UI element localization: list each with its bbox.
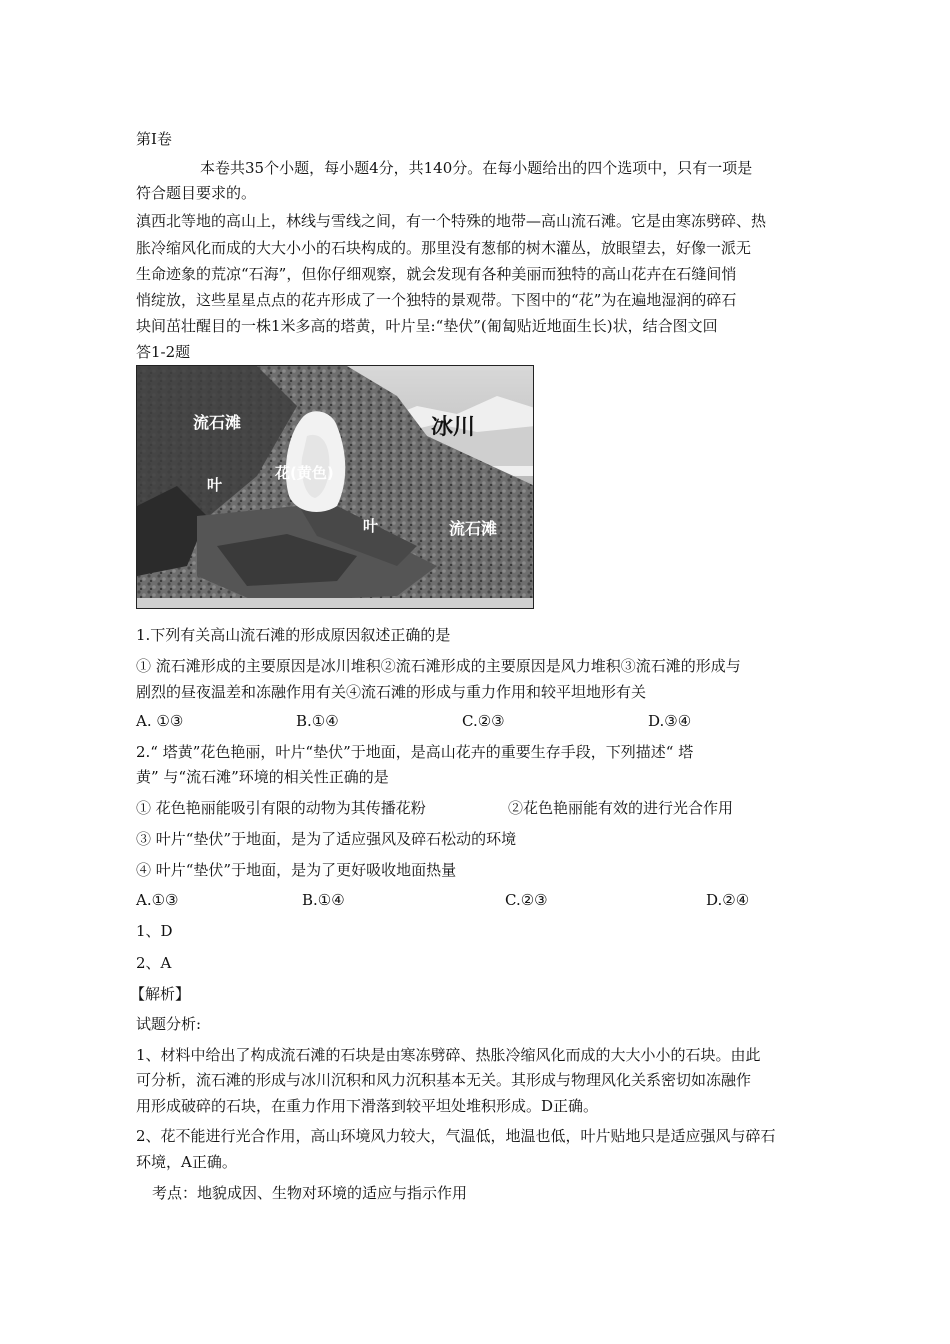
instructions-line-1: 本卷共35个小题，每小题4分，共140分。在每小题给出的四个选项中，只有一项是 [200,159,753,177]
photo-label-leaf-left: 叶 [207,476,223,494]
answer-1: 1、D [136,922,173,940]
photo-label-glacier: 冰川 [431,415,476,440]
q1-option-c: C.②③ [462,712,505,730]
q2-option-b: B.①④ [302,891,345,909]
analysis-2-line-1: 2、花不能进行光合作用，高山环境风力较大，气温低，地温也低，叶片贴地只是适应强风与碎石 [136,1127,776,1145]
analysis-2-line-2: 环境，A正确。 [136,1153,237,1171]
photo-label-scree-left: 流石滩 [193,413,242,432]
scree-photo-illustration [137,366,534,609]
passage-line-3: 生命迹象的荒凉“石海”，但你仔细观察，就会发现有各种美丽而独特的高山花卉在石缝间悄 [136,265,737,283]
answer-2: 2、A [136,954,172,972]
q2-stem-line-2: 黄” 与“流石滩”环境的相关性正确的是 [136,768,389,786]
photo-label-leaf-right: 叶 [363,517,379,535]
q2-statement-2: ③ 叶片“垫伏”于地面，是为了适应强风及碎石松动的环境 [136,830,517,848]
analysis-1-line-3: 用形成破碎的石块，在重力作用下滑落到较平坦处堆积形成。D正确。 [136,1097,599,1115]
q1-statement-line-2: 剧烈的昼夜温差和冻融作用有关④流石滩的形成与重力作用和较平坦地形有关 [136,683,647,701]
q2-statement-1b: ②花色艳丽能有效的进行光合作用 [508,799,734,817]
scree-photo [136,365,534,609]
photo-label-flower: 花(黄色) [275,464,334,482]
q1-option-a: A. ①③ [136,712,184,730]
q2-stem-line-1: 2.“ 塔黄”花色艳丽，叶片“垫伏”于地面，是高山花卉的重要生存手段，下列描述“ 塔 [136,743,694,761]
q2-statement-3: ④ 叶片“垫伏”于地面，是为了更好吸收地面热量 [136,861,457,879]
kaodian: 考点：地貌成因、生物对环境的适应与指示作用 [152,1184,468,1202]
analysis-heading: 【解析】 [130,985,191,1003]
passage-line-4: 悄绽放，这些星星点点的花卉形成了一个独特的景观带。下图中的“花”为在遍地湿润的碎石 [136,291,737,309]
q2-option-c: C.②③ [505,891,548,909]
q2-statement-1a: ① 花色艳丽能吸引有限的动物为其传播花粉 [136,799,426,817]
analysis-1-line-2: 可分析，流石滩的形成与冰川沉积和风力沉积基本无关。其形成与物理风化关系密切如冻融作 [136,1071,752,1089]
q1-option-b: B.①④ [296,712,339,730]
q2-option-a: A.①③ [136,891,179,909]
section-title: 第Ⅰ卷 [136,130,172,148]
instructions-line-2: 符合题目要求的。 [136,184,257,202]
photo-label-scree-right: 流石滩 [449,519,498,538]
q1-stem: 1.下列有关高山流石滩的形成原因叙述正确的是 [136,626,451,644]
q1-statement-line-1: ① 流石滩形成的主要原因是冰川堆积②流石滩形成的主要原因是风力堆积③流石滩的形成与 [136,657,741,675]
passage-line-1: 滇西北等地的高山上，林线与雪线之间，有一个特殊的地带—高山流石滩。它是由寒冻劈碎、热 [136,212,767,230]
passage-line-2: 胀冷缩风化而成的大大小小的石块构成的。那里没有葱郁的树木灌丛，放眼望去，好像一派无 [136,239,752,257]
q2-option-d: D.②④ [706,891,750,909]
analysis-1-line-1: 1、材料中给出了构成流石滩的石块是由寒冻劈碎、热胀冷缩风化而成的大大小小的石块。由此 [136,1046,761,1064]
passage-line-6: 答1-2题 [136,343,191,361]
analysis-subheading: 试题分析: [136,1015,202,1033]
passage-line-5: 块间茁壮醒目的一株1米多高的塔黄，叶片呈:“垫伏”(匍匐贴近地面生长)状，结合图文回 [136,317,718,335]
q1-option-d: D.③④ [648,712,692,730]
